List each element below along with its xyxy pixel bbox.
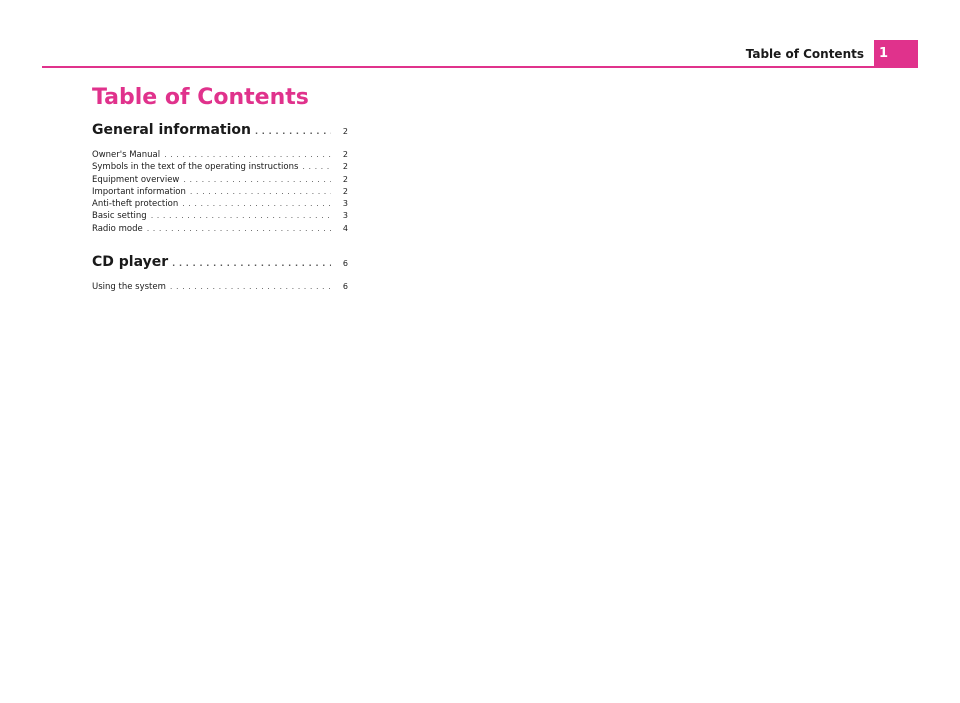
toc-chapter-cd-player[interactable] (92, 254, 348, 274)
entry-label: Anti-theft protection (92, 199, 179, 210)
dot-leader (170, 282, 331, 292)
toc-entry-owners-manual[interactable] (92, 150, 348, 162)
entry-page-number: 2 (342, 186, 348, 196)
chapter-page-number: 6 (342, 259, 348, 269)
toc-chapter-general-information[interactable] (92, 122, 348, 142)
entry-page-number: 2 (342, 150, 348, 159)
entry-label: Symbols in the text of the operating instructions (92, 162, 299, 173)
dot-leader (147, 224, 331, 234)
toc-entry-equipment-overview[interactable] (92, 175, 348, 187)
dot-leader (255, 122, 331, 138)
entry-label: Basic setting (92, 211, 147, 222)
entry-page-number: 2 (342, 162, 348, 172)
chapter-label: CD player (92, 254, 169, 271)
table-of-contents (92, 122, 348, 294)
dot-leader (190, 187, 331, 197)
toc-entry-radio-mode[interactable] (92, 224, 348, 236)
entry-page-number: 3 (342, 211, 348, 221)
entry-page-number: 3 (342, 199, 348, 209)
chapter-page-number: 2 (342, 127, 348, 136)
page-number-badge: 1 (874, 40, 918, 68)
dot-leader (164, 150, 331, 160)
entry-label: Radio mode (92, 223, 143, 234)
entry-page-number: 6 (342, 282, 348, 292)
dot-leader (172, 254, 331, 270)
dot-leader (302, 162, 331, 172)
page-title: Table of Contents (92, 85, 309, 110)
entry-label: Equipment overview (92, 174, 180, 185)
header-divider (42, 66, 918, 68)
entry-label: Using the system (92, 282, 166, 293)
dot-leader (183, 175, 331, 185)
dot-leader (182, 199, 331, 209)
toc-entry-using-the-system[interactable] (92, 282, 348, 294)
dot-leader (151, 211, 331, 221)
entry-label: Important information (92, 186, 186, 197)
toc-entry-basic-setting[interactable] (92, 211, 348, 223)
toc-entry-important-information[interactable] (92, 187, 348, 199)
running-header-title: Table of Contents (745, 47, 864, 61)
toc-entry-anti-theft-protection[interactable] (92, 199, 348, 211)
entry-page-number: 2 (342, 174, 348, 184)
entry-label: Owner's Manual (92, 150, 161, 160)
entry-page-number: 4 (342, 223, 348, 233)
chapter-label: General information (92, 122, 251, 138)
toc-entry-symbols[interactable] (92, 162, 348, 174)
